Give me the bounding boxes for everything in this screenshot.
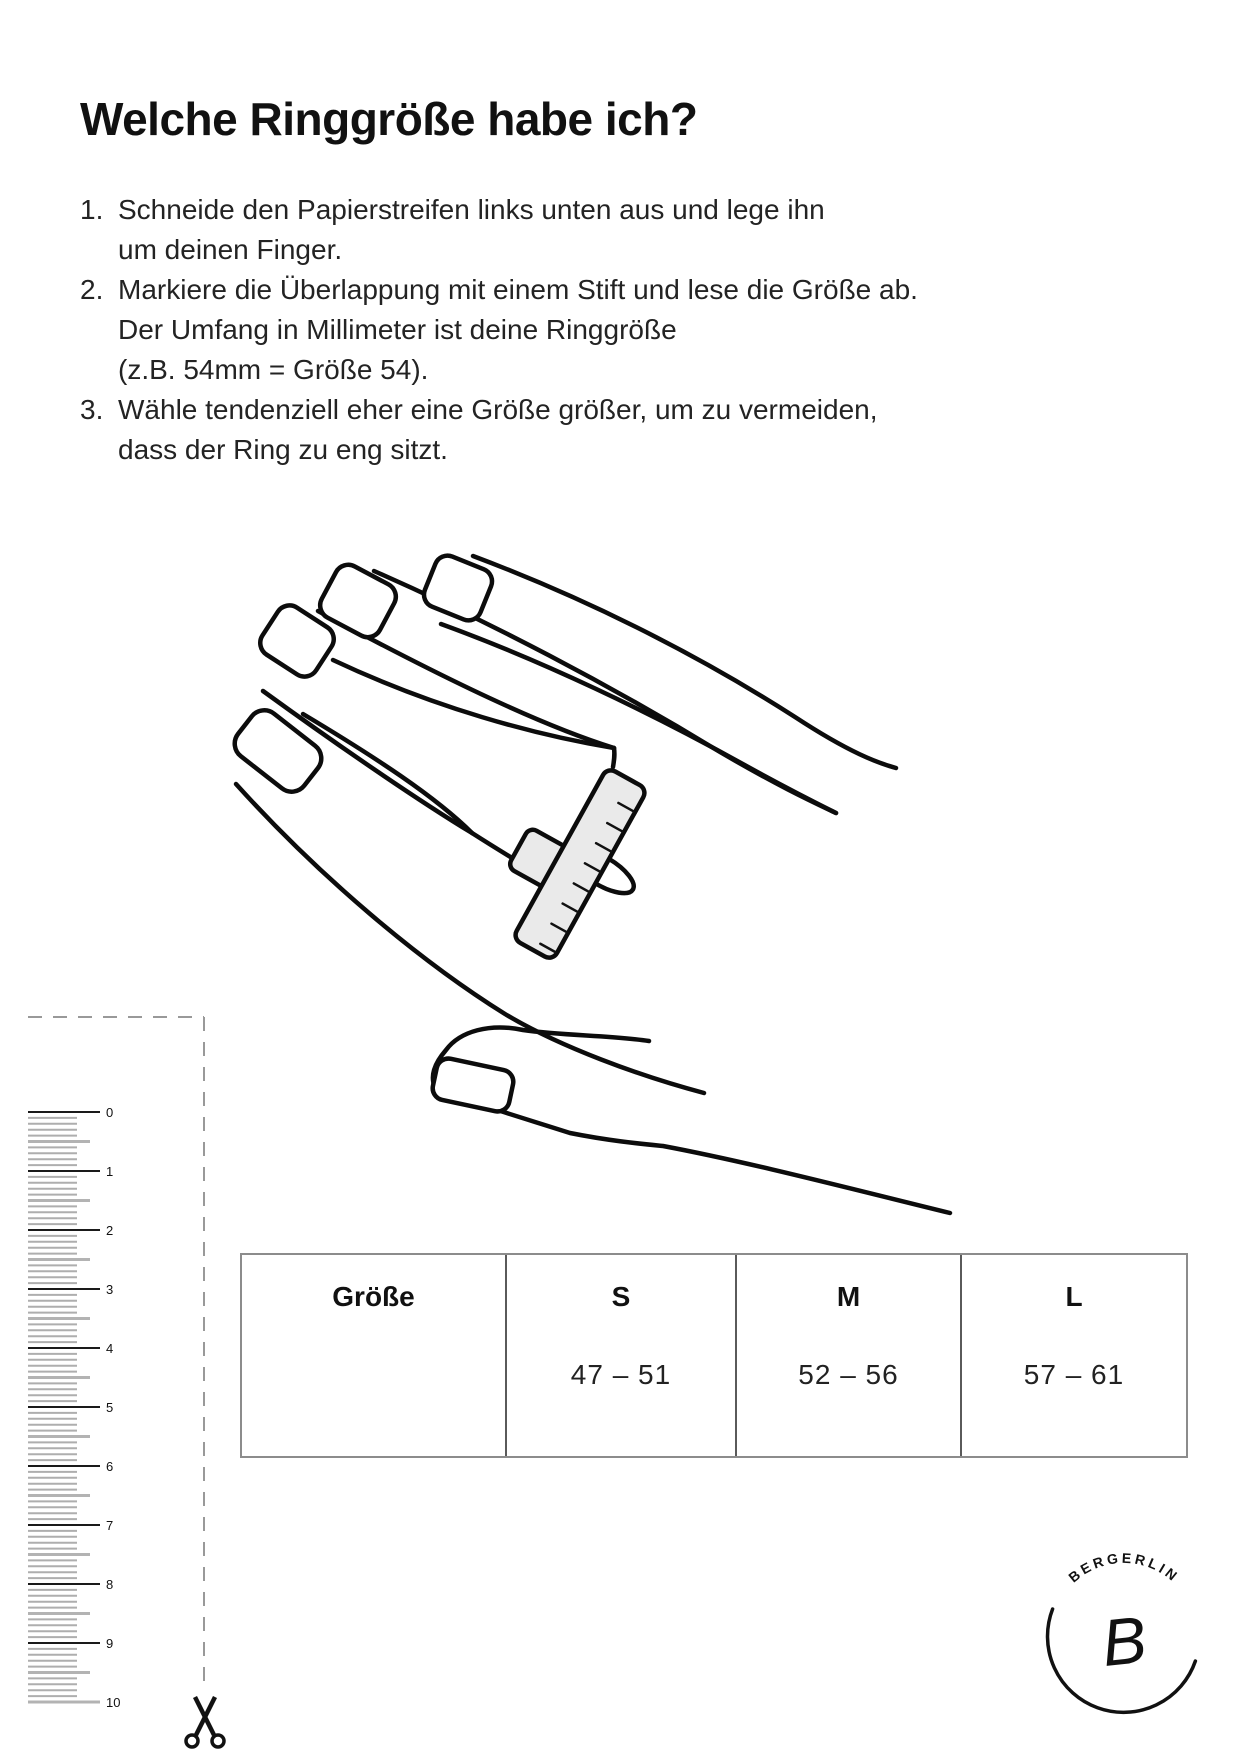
size-table-column-s [505,1255,735,1456]
size-table-column-m [735,1255,960,1456]
ruler-number: 0 [106,1105,114,1120]
column-header: M [836,1281,861,1312]
page-title: Welche Ringgröße habe ich? [80,93,698,145]
step-text [118,390,878,470]
step-text [118,190,825,270]
step-line: Der Umfang in Millimeter ist deine Ringgröße [118,314,677,345]
column-header: Größe [332,1281,415,1312]
column-header: S [611,1281,631,1312]
step-line: (z.B. 54mm = Größe 54). [118,354,429,385]
paper-ruler [28,1105,120,1710]
step-line: Wähle tendenziell eher eine Größe größer, um zu vermeiden, [118,394,878,425]
ruler-number: 3 [106,1282,114,1297]
finger-gap-line [613,748,614,767]
column-value: 57 – 61 [1023,1359,1125,1390]
ruler-number: 7 [106,1518,114,1533]
scissors-icon [186,1697,224,1747]
step-number: 1. [80,194,104,225]
ruler-number: 8 [106,1577,114,1592]
ruler-number: 6 [106,1459,114,1474]
instruction-step-3 [80,390,1140,470]
ruler-number: 9 [106,1636,114,1651]
instruction-step-2 [80,270,1140,390]
step-line: um deinen Finger. [118,234,343,265]
step-number: 3. [80,394,104,425]
step-number: 2. [80,274,104,305]
size-table [240,1253,1188,1458]
logo-monogram: B [1098,1601,1150,1681]
ruler-number: 10 [106,1695,121,1710]
thumbnail [430,1056,515,1113]
column-value: 52 – 56 [798,1359,899,1390]
thumb-and-wrist-edge [433,1027,950,1213]
ruler-number: 5 [106,1400,114,1415]
ruler-number: 4 [106,1341,114,1356]
instruction-list [80,190,1140,470]
logo-brand-text: BERGERLIN [1065,1549,1183,1586]
step-line: dass der Ring zu eng sitzt. [118,434,448,465]
column-header: L [1065,1281,1083,1312]
brand-logo [1048,1550,1196,1713]
step-line: Schneide den Papierstreifen links unten aus und lege ihn [118,194,825,225]
hand-illustration [228,552,950,1213]
ruler-number: 2 [106,1223,114,1238]
size-table-column-groesse [242,1255,505,1456]
size-table-column-l [960,1255,1186,1456]
column-value: 47 – 51 [570,1359,672,1390]
instruction-step-1 [80,190,1140,270]
ruler-number: 1 [106,1164,114,1179]
step-text [118,270,918,390]
step-line: Markiere die Überlappung mit einem Stift und lese die Größe ab. [118,274,918,305]
